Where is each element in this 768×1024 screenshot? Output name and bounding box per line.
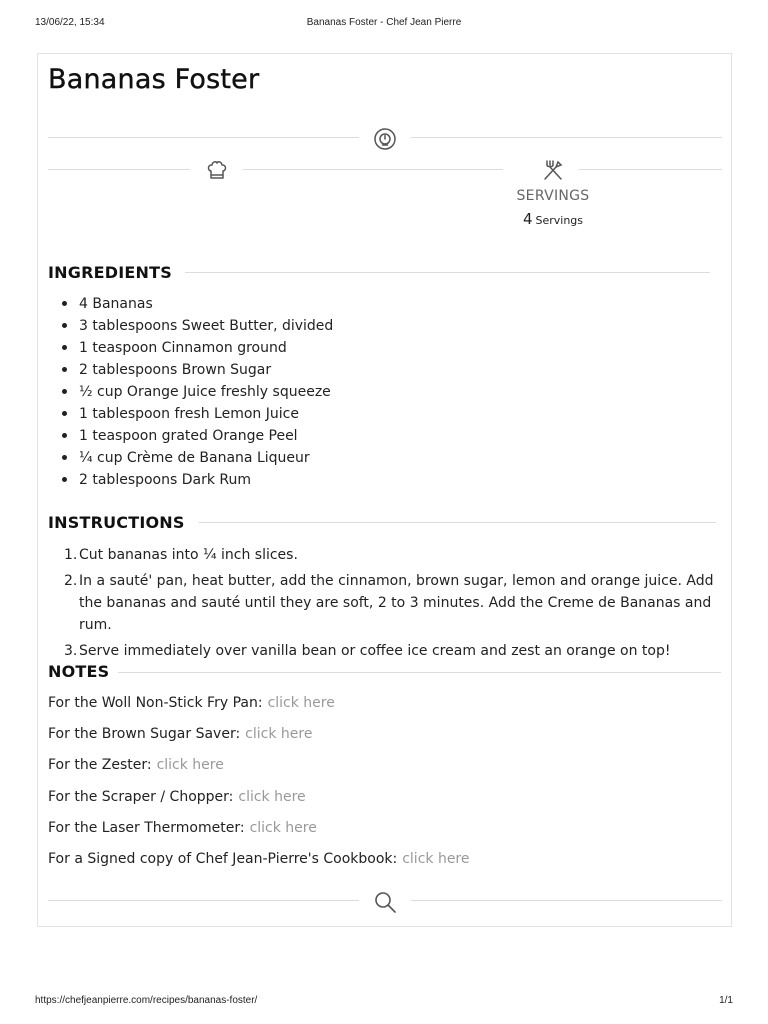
- note-item: For the Zester: click here: [48, 757, 224, 774]
- divider: [411, 900, 722, 901]
- note-item: For the Laser Thermometer: click here: [48, 819, 317, 836]
- print-date: 13/06/22, 15:34: [35, 17, 105, 28]
- instructions-heading: INSTRUCTIONS: [48, 513, 185, 532]
- click-here-link[interactable]: click here: [249, 819, 317, 836]
- divider: [243, 169, 503, 170]
- divider: [48, 169, 190, 170]
- divider: [48, 900, 359, 901]
- ingredient-item: ¼ cup Crème de Banana Liqueur: [48, 447, 648, 469]
- click-here-link[interactable]: click here: [267, 695, 335, 711]
- ingredient-item: 2 tablespoons Dark Rum: [48, 469, 648, 491]
- instruction-step: 3. Serve immediately over vanilla bean or coffee ice cream and zest an orange on top!: [64, 643, 671, 659]
- section-divider: [185, 272, 710, 273]
- notes-heading: NOTES: [48, 662, 110, 681]
- ingredients-heading: INGREDIENTS: [48, 263, 172, 282]
- note-item: For a Signed copy of Chef Jean-Pierre's Cookbook: click here: [48, 850, 470, 867]
- ingredient-item: 1 teaspoon Cinnamon ground: [48, 337, 648, 359]
- instruction-step: 2. In a sauté' pan, heat butter, add the cinnamon, brown sugar, lemon and orange juice. Add the bananas and sauté until they are soft, 2 to 3 minutes. Add the Creme de Bananas and rum.: [64, 573, 714, 633]
- divider: [579, 169, 722, 170]
- ingredient-item: 1 teaspoon grated Orange Peel: [48, 425, 648, 447]
- note-item: For the Brown Sugar Saver: click here: [48, 726, 313, 743]
- print-page-title: Bananas Foster - Chef Jean Pierre: [306, 17, 462, 28]
- print-header: [0, 17, 768, 31]
- divider: [48, 137, 359, 138]
- servings-count: 4: [522, 210, 533, 228]
- ingredient-item: ½ cup Orange Juice freshly squeeze: [48, 381, 648, 403]
- click-here-link[interactable]: click here: [156, 757, 224, 774]
- chef-hat-icon: [205, 158, 229, 186]
- fork-knife-icon: [541, 158, 565, 186]
- ingredients-list: [48, 293, 648, 491]
- click-here-link[interactable]: click here: [402, 850, 470, 867]
- ingredient-item: 3 tablespoons Sweet Butter, divided: [48, 315, 648, 337]
- note-item: For the Scraper / Chopper: click here: [48, 788, 306, 805]
- timer-icon: [373, 127, 397, 155]
- servings-label: SERVINGS: [516, 188, 590, 204]
- click-here-link[interactable]: click here: [238, 788, 306, 805]
- print-page-number: 1/1: [719, 995, 733, 1006]
- divider: [411, 137, 722, 138]
- recipe-title: Bananas Foster: [48, 64, 260, 95]
- instruction-step: 1. Cut bananas into ¼ inch slices.: [64, 547, 298, 563]
- search-icon[interactable]: [373, 890, 397, 918]
- section-divider: [118, 672, 721, 673]
- servings-unit: Servings: [535, 214, 584, 227]
- servings-value: [490, 210, 616, 228]
- note-item: For the Woll Non-Stick Fry Pan: click here: [48, 695, 335, 711]
- ingredient-item: 2 tablespoons Brown Sugar: [48, 359, 648, 381]
- section-divider: [199, 522, 716, 523]
- instructions-list: [48, 544, 728, 666]
- ingredient-item: 4 Bananas: [48, 293, 648, 315]
- ingredient-item: 1 tablespoon fresh Lemon Juice: [48, 403, 648, 425]
- print-url: https://chefjeanpierre.com/recipes/bananas-foster/: [35, 995, 258, 1006]
- notes-list: [48, 693, 728, 880]
- click-here-link[interactable]: click here: [245, 726, 313, 743]
